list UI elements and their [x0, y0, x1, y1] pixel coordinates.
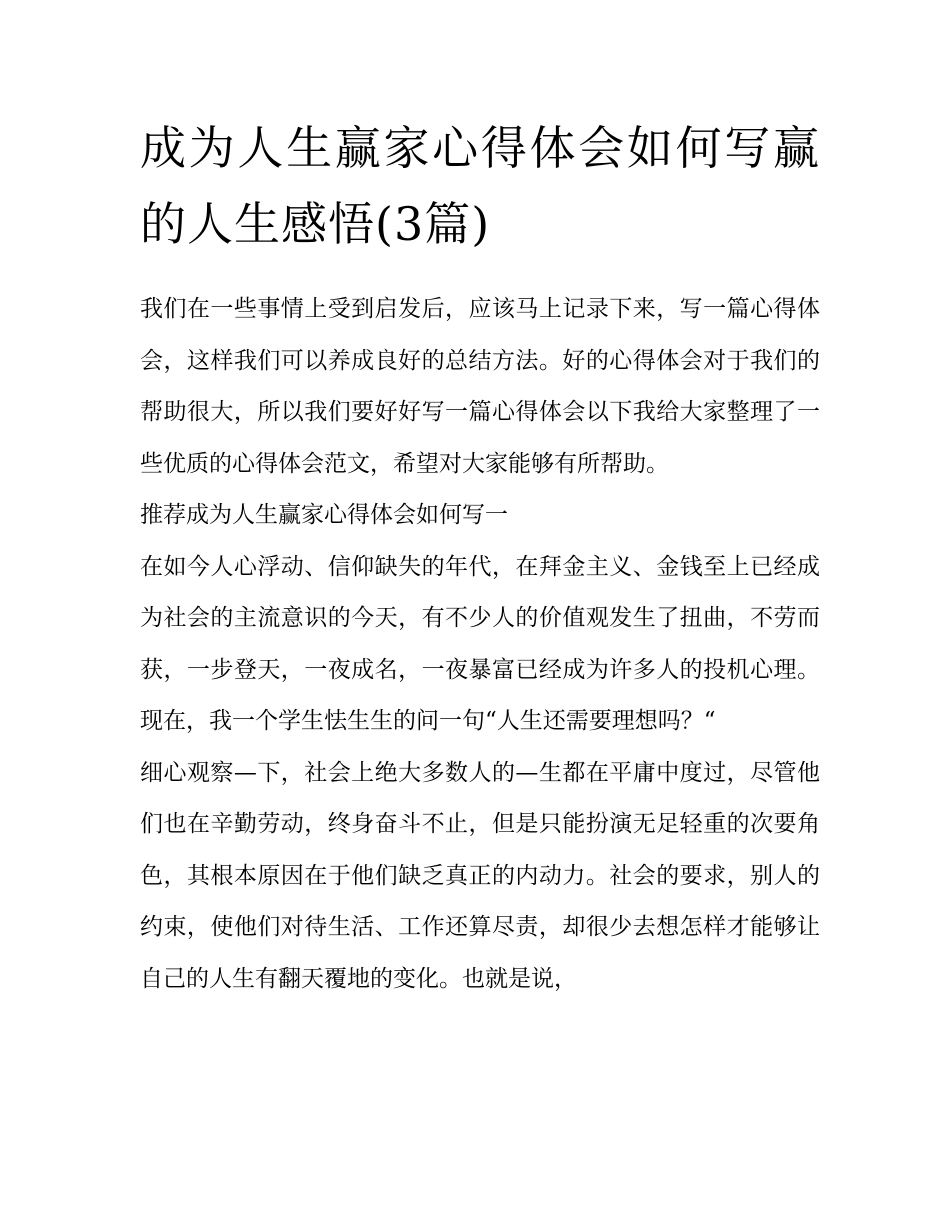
intro-paragraph: 我们在一些事情上受到启发后，应该马上记录下来，写一篇心得体会，这样我们可以养成良好的总结方法。好的心得体会对于我们的帮助很大，所以我们要好好写一篇心得体会以下我给大家整理了一些优质的心得体会范文，希望对大家能够有所帮助。	[140, 296, 820, 477]
body-paragraph: 细心观察—下，社会上绝大多数人的—生都在平庸中度过，尽管他们也在辛勤劳动，终身奋斗不止，但是只能扮演无足轻重的次要角色，其根本原因在于他们缺乏真正的内动力。社会的要求，别人的约束，使他们对待生活、工作还算尽责，却很少去想怎样才能够让自己的人生有翻天覆地的变化。也就是说，	[140, 759, 820, 992]
document-title: 成为人生赢家心得体会如何写赢的人生感悟(3篇)	[140, 121, 820, 251]
document-body	[140, 110, 820, 1005]
body-paragraph: 在如今人心浮动、信仰缺失的年代，在拜金主义、金钱至上已经成为社会的主流意识的今天，有不少人的价值观发生了扭曲，不劳而获，一步登天，一夜成名，一夜暴富已经成为许多人的投机心理。现在，我一个学生怯生生的问一句“人生还需要理想吗？“	[140, 553, 820, 734]
section-heading: 推荐成为人生赢家心得体会如何写一	[140, 502, 508, 528]
